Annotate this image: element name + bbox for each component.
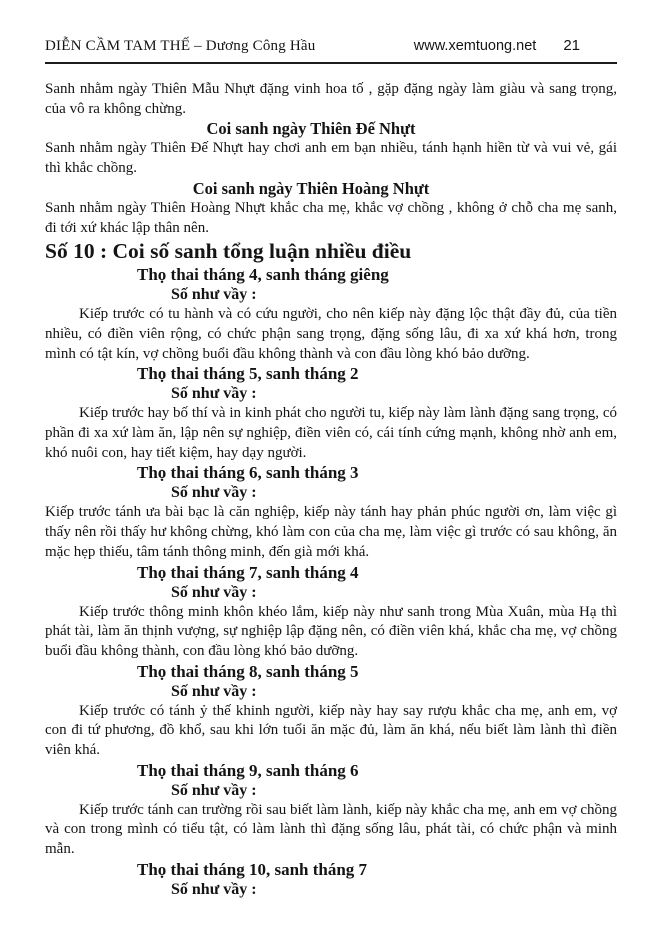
page-content	[45, 80, 617, 900]
website-url: www.xemtuong.net	[413, 38, 537, 54]
so-nhu-vay-heading: Số như vầy :	[171, 484, 257, 502]
month-heading: Thọ thai tháng 4, sanh tháng giêng	[137, 265, 389, 285]
month-heading: Thọ thai tháng 5, sanh tháng 2	[137, 364, 359, 384]
month-heading: Thọ thai tháng 10, sanh tháng 7	[137, 859, 368, 879]
body-paragraph: Kiếp trước hay bố thí và in kinh phát cho người tu, kiếp này làm lành đặng sang trọng, có phần đi xa xứ làm ăn, lập nên sự nghiệp, điền viên có, cái tính cứng mạnh, không nhờ anh em, khó nuôi con, hay tiết kiệm, hay dạy người.	[45, 405, 617, 461]
body-paragraph: Sanh nhằm ngày Thiên Hoàng Nhựt khắc cha mẹ, khắc vợ chồng , không ở chỗ cha mẹ sanh, đi tới xứ khác lập thân nên.	[45, 199, 617, 236]
body-paragraph: Sanh nhằm ngày Thiên Đế Nhựt hay chơi anh em bạn nhiều, tánh hạnh hiền từ và vui vẻ, gái thì khắc chồng.	[45, 140, 617, 177]
body-paragraph: Sanh nhằm ngày Thiên Mẫu Nhựt đặng vinh hoa tố , gặp đặng ngày làm giàu và sang trọng, của vô ra không chừng.	[45, 81, 617, 117]
body-paragraph: Kiếp trước có tu hành và có cứu người, cho nên kiếp này đặng lộc thật đầy đủ, của tiền nhiều, có điền viên rộng, có chức phận sang trọng, đặng sống lâu, đi xa xứ khá hơn, trong mình có tật kín, vợ chồng buổi đầu không thành và con đầu lòng khó bảo dưỡng.	[45, 306, 617, 362]
so-nhu-vay-heading: Số như vầy :	[171, 583, 257, 601]
so-nhu-vay-heading: Số như vầy :	[171, 682, 257, 700]
body-paragraph: Kiếp trước tánh can trường rồi sau biết làm lành, kiếp này khắc cha mẹ, anh em vợ chồng và con trong mình có tiểu tật, có làm lành thì đặng sống lâu, phát tài, có chức phận và minh mẫn.	[45, 801, 617, 858]
so-nhu-vay-heading: Số như vầy :	[171, 880, 257, 898]
body-paragraph: Kiếp trước tánh ưa bài bạc là căn nghiệp, kiếp này tánh hay phản phúc người ơn, làm việc gì thấy nên rồi thấy hư không chừng, khó làm con của cha mẹ, làm việc gì trước có sau không, ăn mặc hẹp thiếu, tâm tánh thông minh, đến già mới khá.	[45, 504, 617, 560]
so-nhu-vay-heading: Số như vầy :	[171, 385, 257, 403]
so-nhu-vay-heading: Số như vầy :	[171, 781, 257, 799]
page-header	[45, 36, 617, 56]
day-section-heading: Coi sanh ngày Thiên Hoàng Nhựt	[192, 178, 430, 198]
body-paragraph: Kiếp trước có tánh ỷ thế khinh người, kiếp này hay say rượu khắc cha mẹ, anh em, vợ con đi tứ phương, đồ khổ, sau khi lớn tuổi ăn mặc đủ, làm ăn khá, nếu biết làm lành thì điền viên khá.	[45, 702, 617, 759]
chapter-heading: Số 10 : Coi số sanh tổng luận nhiều điều	[45, 239, 412, 264]
header-right-group	[414, 36, 617, 56]
header-rule	[45, 62, 617, 64]
book-title: DIỄN CẦM TAM THẾ – Dương Công Hầu	[45, 38, 316, 54]
body-paragraph: Kiếp trước thông minh khôn khéo lắm, kiếp này như sanh trong Mùa Xuân, mùa Hạ thì phát tài, làm ăn thịnh vượng, sự nghiệp lập đặng nên, có điền viên khá, khắc cha mẹ, vợ chồng buổi đầu không thành, con đầu lòng khó bảo dưỡng.	[45, 603, 617, 659]
month-heading: Thọ thai tháng 9, sanh tháng 6	[137, 760, 359, 780]
month-heading: Thọ thai tháng 8, sanh tháng 5	[137, 661, 359, 681]
day-section-heading: Coi sanh ngày Thiên Đế Nhựt	[206, 119, 416, 139]
so-nhu-vay-heading: Số như vầy :	[171, 286, 257, 304]
page-number: 21	[563, 37, 580, 54]
month-heading: Thọ thai tháng 7, sanh tháng 4	[137, 562, 359, 582]
month-heading: Thọ thai tháng 6, sanh tháng 3	[137, 463, 359, 483]
